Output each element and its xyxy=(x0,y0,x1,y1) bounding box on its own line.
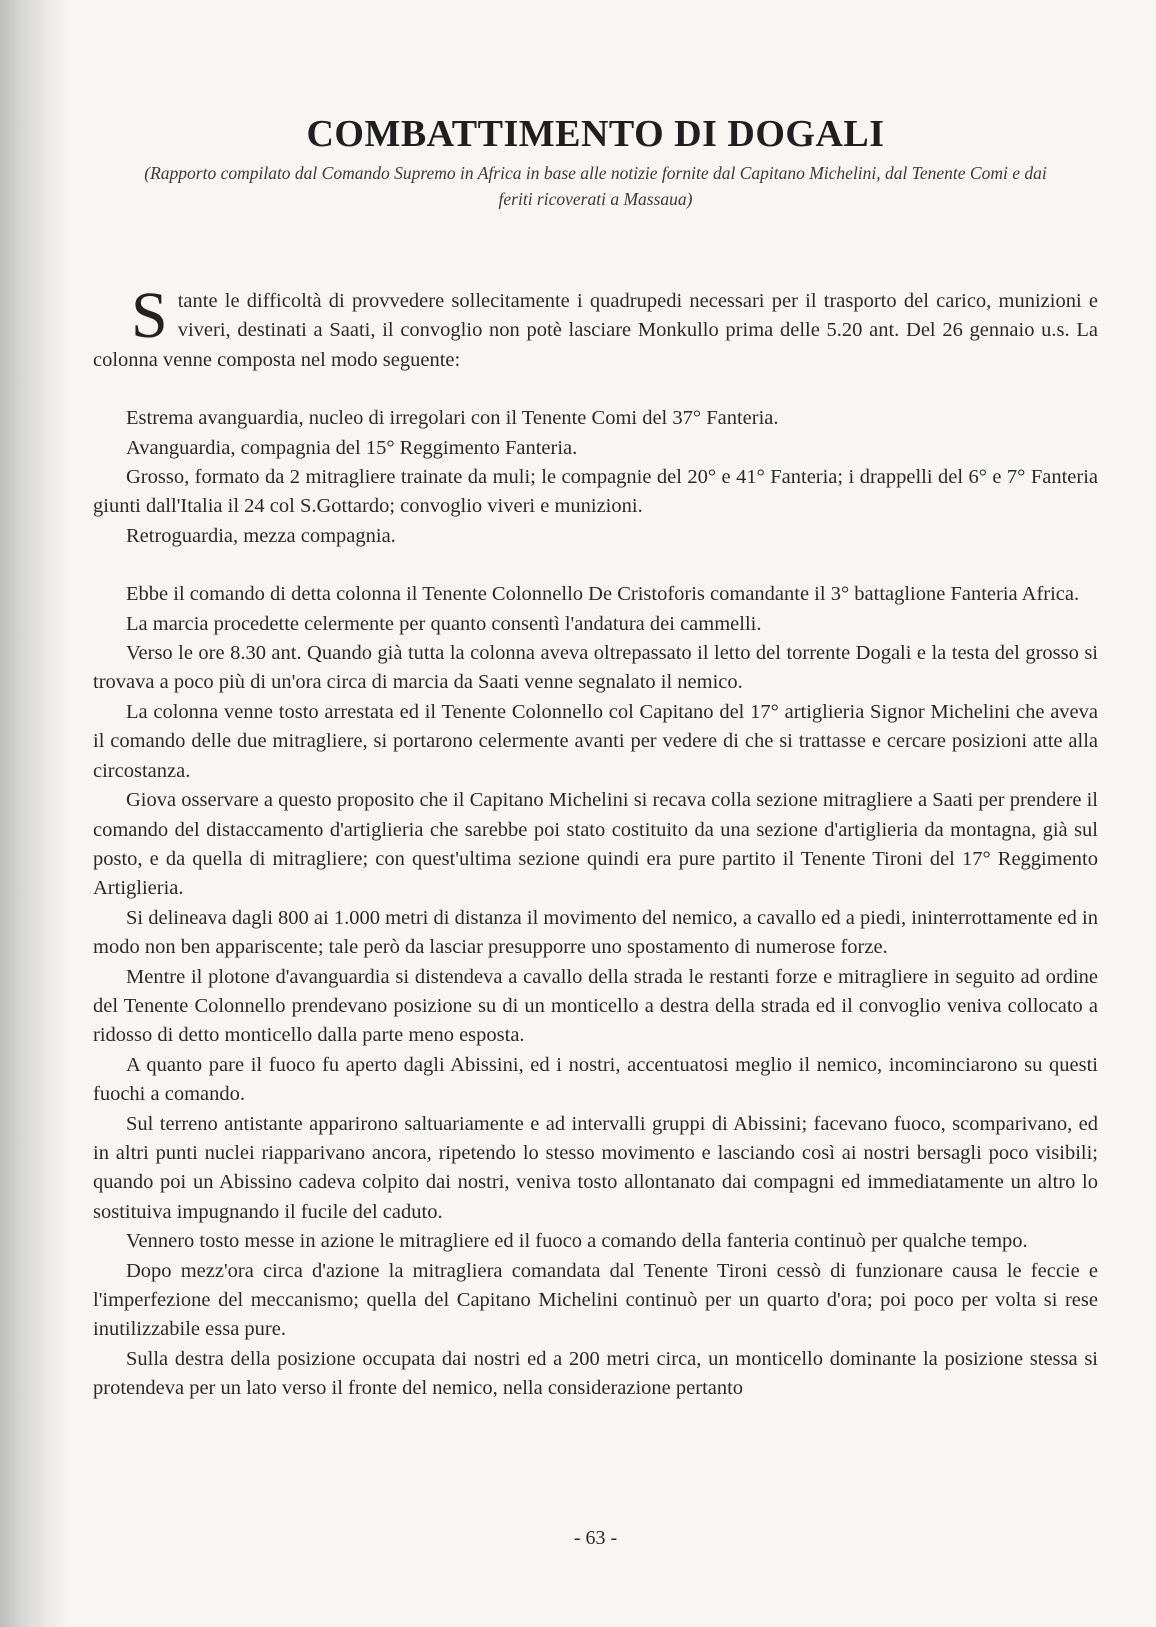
paragraph: Giova osservare a questo proposito che il Capitano Michelini si recava colla sezione mitragliere a Saati per prendere il comando del distaccamento d'artiglieria che sarebbe poi stato costituito da una sezione d'artiglieria da montagna, già sul posto, e da quella di mitragliere; con quest'ultima sezione quindi era pure partito il Tenente Tironi del 17° Reggimento Artiglieria. xyxy=(93,789,1098,900)
opening-paragraph xyxy=(93,279,1098,375)
spacer xyxy=(93,551,1098,580)
drop-cap: S xyxy=(131,279,168,352)
paragraph: Ebbe il comando di detta colonna il Tenente Colonnello De Cristoforis comandante il 3° battaglione Fanteria Africa. xyxy=(126,583,1080,606)
paragraph: Mentre il plotone d'avanguardia si distendeva a cavallo della strada le restanti forze e mitragliere in seguito ad ordine del Tenente Colonnello prendevano posizione su di un monticello a destra della strada ed il convoglio veniva collocato a ridosso di detto monticello dalla parte meno esposta. xyxy=(93,965,1098,1047)
column-item: Estrema avanguardia, nucleo di irregolari con il Tenente Comi del 37° Fanteria. xyxy=(126,407,779,430)
spacer xyxy=(93,375,1098,404)
opening-paragraph-text: tante le difficoltà di provvedere sollecitamente i quadrupedi necessari per il trasporto del carico, munizioni e viveri, destinati a Saati, il convoglio non potè lasciare Monkullo prima delle 5.20 ant. Del 26 gennaio u.s. La colonna venne composta nel modo seguente: xyxy=(93,290,1098,371)
paragraph: Vennero tosto messe in azione le mitragliere ed il fuoco a comando della fanteria continuò per qualche tempo. xyxy=(126,1230,1028,1253)
column-item: Retroguardia, mezza compagnia. xyxy=(126,524,396,547)
document-subtitle: (Rapporto compilato dal Comando Supremo in Africa in base alle notizie fornite dal Capitano Michelini, dal Tenente Comi e dai feriti ricoverati a Massaua) xyxy=(144,163,1047,209)
paragraph: La colonna venne tosto arrestata ed il Tenente Colonnello col Capitano del 17° artiglieria Signor Michelini che aveva il comando delle due mitragliere, si portarono celermente avanti per vedere di che si trattasse e cercare posizioni atte alla circostanza. xyxy=(93,700,1098,782)
page-gutter-shadow xyxy=(0,0,70,1627)
paragraph: Dopo mezz'ora circa d'azione la mitragliera comandata dal Tenente Tironi cessò di funzionare causa le feccie e l'imperfezione del meccanismo; quella del Capitano Michelini continuò per un quarto d'ora; poi poco per volta si rese inutilizzabile essa pure. xyxy=(93,1259,1098,1341)
paragraph: Verso le ore 8.30 ant. Quando già tutta la colonna aveva oltrepassato il letto del torrente Dogali e la testa del grosso si trovava a poco più di un'ora circa di marcia da Saati venne segnalato il nemico. xyxy=(93,642,1098,694)
document-page xyxy=(93,0,1098,1627)
body-text xyxy=(93,279,1098,1404)
column-item: Avanguardia, compagnia del 15° Reggimento Fanteria. xyxy=(126,436,578,459)
paragraph: Sulla destra della posizione occupata dai nostri ed a 200 metri circa, un monticello dominante la posizione stessa si protendeva per un lato verso il fronte del nemico, nella considerazione pertanto xyxy=(93,1347,1098,1400)
page-number: - 63 - xyxy=(573,1527,618,1549)
document-title: COMBATTIMENTO DI DOGALI xyxy=(306,113,885,155)
paragraph: A quanto pare il fuoco fu aperto dagli Abissini, ed i nostri, accentuatosi meglio il nemico, incominciarono su questi fuochi a comando. xyxy=(93,1053,1098,1106)
column-item: Grosso, formato da 2 mitragliere trainate da muli; le compagnie del 20° e 41° Fanteria; i drappelli del 6° e 7° Fanteria giunti dall'Italia il 24 col S.Gottardo; convoglio viveri e munizioni. xyxy=(93,466,1098,518)
paragraph: Si delineava dagli 800 ai 1.000 metri di distanza il movimento del nemico, a cavallo ed a piedi, ininterrottamente ed in modo non ben appariscente; tale però da lasciar presupporre uno spostamento di numerose forze. xyxy=(93,906,1098,959)
paragraph: Sul terreno antistante apparirono saltuariamente e ad intervalli gruppi di Abissini; facevano fuoco, scomparivano, ed in altri punti nuclei riapparivano ancora, ripetendo lo stesso movimento e lasciando così ai nostri bersagli poco visibili; quando poi un Abissino cadeva colpito dai nostri, veniva tosto allontanato dai compagni ed immediatamente un altro lo sostituiva impugnando il fucile del caduto. xyxy=(93,1112,1098,1223)
paragraph: La marcia procedette celermente per quanto consentì l'andatura dei cammelli. xyxy=(126,612,762,635)
